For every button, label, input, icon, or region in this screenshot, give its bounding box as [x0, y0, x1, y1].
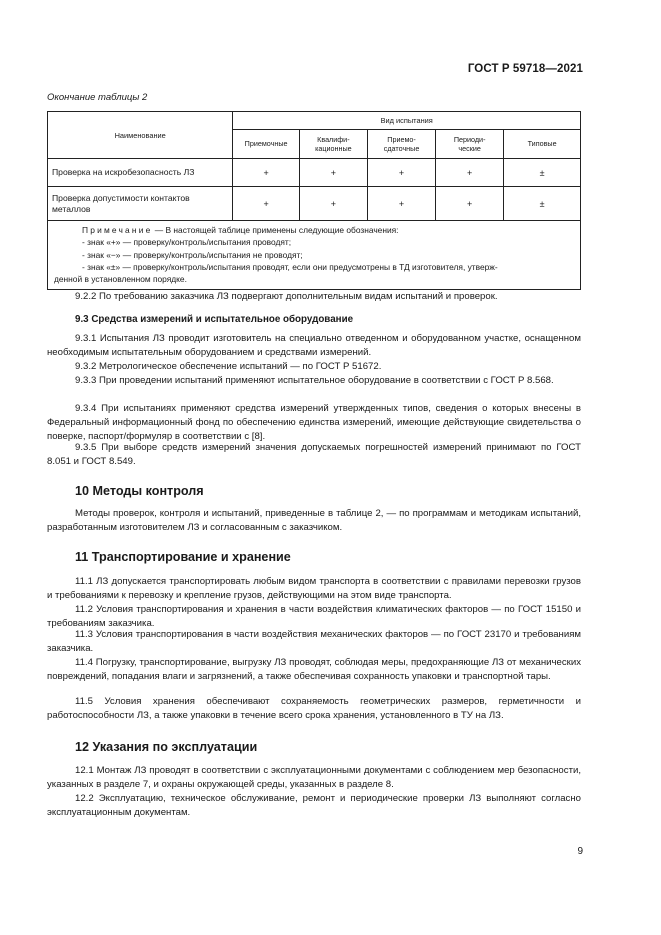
note-item: - знак «+» — проверку/контроль/испытания проводят;: [82, 237, 292, 248]
paragraph-9-3-3: 9.3.3 При проведении испытаний применяют испытательное оборудование в соответствии с ГОСТ Р 8.568.: [75, 375, 554, 386]
section-heading-12: 12 Указания по эксплуатации: [75, 740, 258, 754]
table-note: [48, 221, 581, 290]
cell-value: +: [367, 187, 435, 221]
cell-value: +: [299, 187, 367, 221]
column-header-periodic-line2: ческие: [458, 144, 481, 153]
cell-value: +: [233, 187, 299, 221]
column-header-name: Наименование: [48, 112, 233, 159]
paragraph-11-5: 11.5 Условия хранения обеспечивают сохраняемость геометрических размеров, герметичности и работоспособности ЛЗ, а также упаковки в течение всего срока хранения, установленного в ТУ на ЛЗ.: [47, 696, 581, 722]
section-heading-11: 11 Транспортирование и хранение: [75, 550, 291, 564]
paragraph-12-2: 12.2 Эксплуатацию, техническое обслуживание, ремонт и периодические проверки ЛЗ выполняют согласно эксплуатационным документам.: [47, 793, 581, 819]
subsection-heading-9-3: 9.3 Средства измерений и испытательное оборудование: [75, 314, 354, 325]
column-header-delivery: [367, 130, 435, 159]
column-header-qualification-line2: кационные: [315, 144, 352, 153]
paragraph-10: Методы проверок, контроля и испытаний, приведенные в таблице 2, — по программам и методикам испытаний, разработанным изготовителем ЛЗ и согласованным с заказчиком.: [47, 508, 581, 534]
column-header-qualification-line1: Квалифи-: [317, 134, 350, 144]
column-header-delivery-line2: сдаточные: [383, 144, 420, 153]
column-header-periodic: [436, 130, 504, 159]
cell-value: ±: [504, 187, 581, 221]
cell-value: +: [299, 159, 367, 187]
row-name: Проверка на искробезопасность ЛЗ: [48, 159, 233, 187]
note-intro: — В настоящей таблице применены следующие обозначения:: [152, 225, 399, 235]
paragraph-9-3-5: 9.3.5 При выборе средств измерений значения допускаемых погрешностей измерений принимают по ГОСТ 8.051 и ГОСТ 8.549.: [47, 442, 581, 468]
paragraph-9-2-2: 9.2.2 По требованию заказчика ЛЗ подвергают дополнительным видам испытаний и проверок.: [75, 291, 498, 302]
table-note-row: [48, 221, 581, 290]
document-code: ГОСТ Р 59718—2021: [467, 63, 583, 75]
paragraph-11-1: 11.1 ЛЗ допускается транспортировать любым видом транспорта в соответствии с правилами перевозки грузов и требованиями к перевозку и крепление грузов, действующими на этом виде транспорта.: [47, 576, 581, 602]
paragraph-11-3: 11.3 Условия транспортирования в части воздействия механических факторов — по ГОСТ 23170 и требованиям заказчика.: [47, 629, 581, 655]
paragraph-12-1: 12.1 Монтаж ЛЗ проводят в соответствии с эксплуатационными документами с соблюдением мер безопасности, указанных в разделе 7, и охраны окружающей среды, указанных в разделе 8.: [47, 765, 581, 791]
note-item: - знак «−» — проверку/контроль/испытания не проводят;: [82, 249, 303, 260]
column-header-periodic-line1: Периоди-: [453, 134, 486, 144]
paragraph-9-3-4: 9.3.4 При испытаниях применяют средства измерений утвержденных типов, сведения о которых внесены в Федеральный информационный фонд по обеспечению единства измерений, имеющие действующие свидетельства о поверке, паспорт/формуляр в соответствии с [8].: [47, 403, 581, 443]
note-item: денной в установленном порядке.: [54, 274, 187, 285]
column-group-header: Вид испытания: [233, 112, 581, 130]
note-intro-line: [54, 224, 576, 236]
note-label: Примечание: [82, 225, 153, 235]
paragraph-9-3-1: 9.3.1 Испытания ЛЗ проводит изготовитель на специально отведенном и оборудованном участке, оснащенном необходимым испытательным оборудованием и средствами измерений.: [47, 333, 581, 359]
column-header-delivery-line1: Приемо-: [387, 134, 416, 144]
table-row: [48, 159, 581, 187]
cell-value: +: [436, 187, 504, 221]
table-header-row: [48, 112, 581, 130]
note-item: - знак «±» — проверку/контроль/испытания проводят, если они предусмотрены в ТД изготовителя, утверж-: [82, 261, 498, 272]
cell-value: +: [233, 159, 299, 187]
column-header-acceptance: Приемочные: [233, 130, 299, 159]
page-number: 9: [577, 846, 583, 857]
section-heading-10: 10 Методы контроля: [75, 484, 204, 498]
table-row: [48, 187, 581, 221]
table-caption: Окончание таблицы 2: [47, 92, 148, 103]
paragraph-11-2: 11.2 Условия транспортирования и хранения в части воздействия климатических факторов — по ГОСТ 15150 и требованиям заказчика.: [47, 604, 581, 630]
test-types-table: [47, 111, 581, 290]
cell-value: +: [436, 159, 504, 187]
cell-value: +: [367, 159, 435, 187]
paragraph-9-3-2: 9.3.2 Метрологическое обеспечение испытаний — по ГОСТ Р 51672.: [75, 361, 382, 372]
paragraph-11-4: 11.4 Погрузку, транспортирование, выгрузку ЛЗ проводят, соблюдая меры, предохраняющие ЛЗ от механических повреждений, попадания влаги и загрязнений, а также обеспечивая сохранность упаковки и транспортной тары.: [47, 657, 581, 683]
row-name: Проверка допустимости контактов металлов: [48, 187, 233, 221]
column-header-type: Типовые: [504, 130, 581, 159]
column-header-qualification: [299, 130, 367, 159]
cell-value: ±: [504, 159, 581, 187]
